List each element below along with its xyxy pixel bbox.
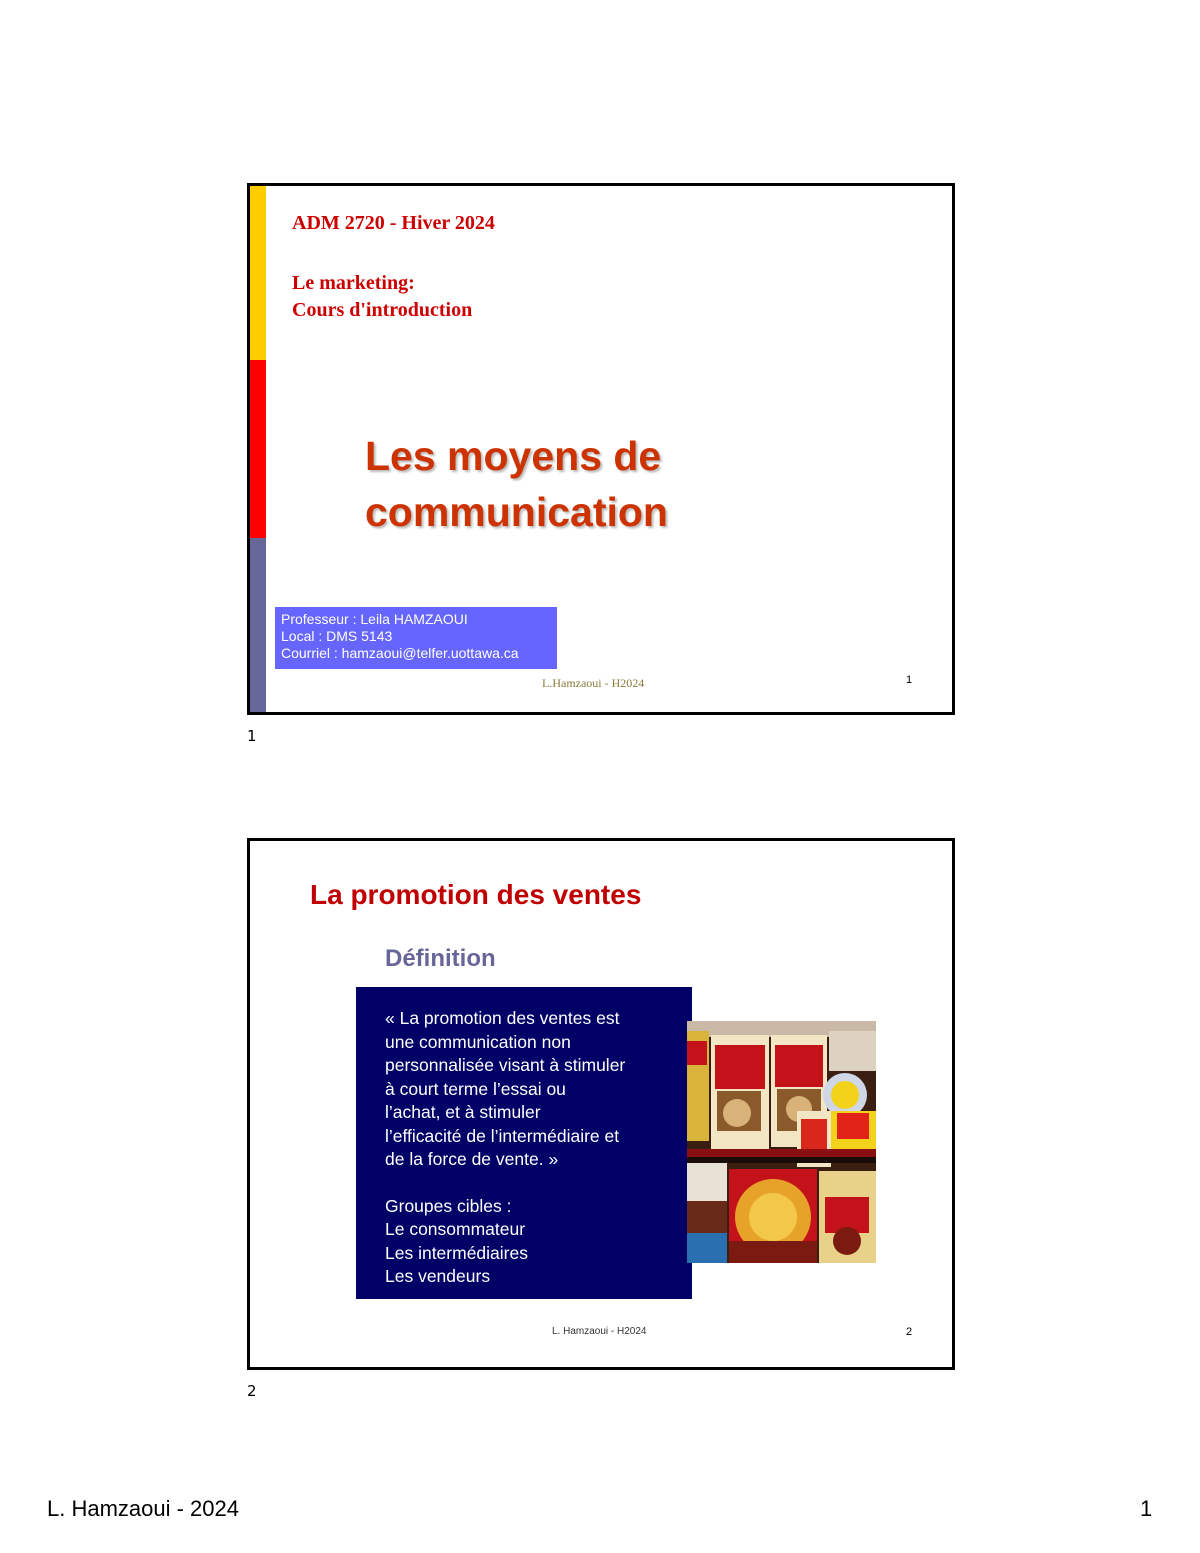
course-subtitle-line-1: Le marketing:	[292, 272, 415, 294]
target-item: Les vendeurs	[385, 1266, 491, 1286]
course-subtitle-line-2: Cours d'introduction	[292, 299, 473, 321]
office-location: Local : DMS 5143	[281, 628, 393, 644]
slide-2-subtitle: Définition	[385, 945, 496, 972]
slide-2-title: La promotion des ventes	[310, 879, 642, 910]
slide-1	[247, 183, 955, 715]
slide-1-title-line-1: Les moyens de	[365, 433, 662, 479]
professor-name: Professeur : Leila HAMZAOUI	[281, 611, 468, 627]
slide-1-page-number: 1	[906, 674, 913, 686]
yellow-stripe	[250, 186, 266, 360]
definition-line: à court terme l’essai ou	[385, 1078, 566, 1099]
course-code: ADM 2720 - Hiver 2024	[292, 212, 495, 234]
slide-2-label: 2	[247, 1382, 257, 1400]
definition-line: personnalisée visant à stimuler	[385, 1055, 626, 1075]
red-stripe	[250, 360, 266, 538]
target-item: Les intermédiaires	[385, 1242, 528, 1263]
professor-info-box	[275, 607, 557, 669]
professor-email: Courriel : hamzaoui@telfer.uottawa.ca	[281, 645, 519, 661]
definition-line: « La promotion des ventes est	[385, 1008, 620, 1028]
definition-line: l’achat, et à stimuler	[385, 1102, 541, 1122]
page-footer-number: 1	[1140, 1496, 1153, 1521]
slate-stripe	[250, 538, 266, 712]
cereal-shelf-photo	[687, 1021, 876, 1263]
definition-line: de la force de vente. »	[385, 1149, 559, 1169]
course-subtitle	[292, 270, 472, 324]
slide-2-footer: L. Hamzaoui - H2024	[552, 1326, 647, 1337]
page-footer-author: L. Hamzaoui - 2024	[47, 1496, 239, 1521]
slide-1-label: 1	[247, 727, 257, 745]
slide-1-title-line-2: communication	[365, 489, 668, 535]
slide-2-page-number: 2	[906, 1326, 913, 1338]
slide-2	[247, 838, 955, 1370]
targets-heading: Groupes cibles :	[385, 1195, 512, 1216]
definition-box	[356, 987, 692, 1299]
cereal-shelf-image	[687, 1021, 876, 1263]
slide-1-footer: L.Hamzaoui - H2024	[542, 676, 645, 690]
target-item: Le consommateur	[385, 1219, 526, 1239]
definition-line: une communication non	[385, 1031, 571, 1052]
slide-1-title	[365, 428, 668, 540]
definition-line: l’efficacité de l’intermédiaire et	[385, 1125, 620, 1146]
